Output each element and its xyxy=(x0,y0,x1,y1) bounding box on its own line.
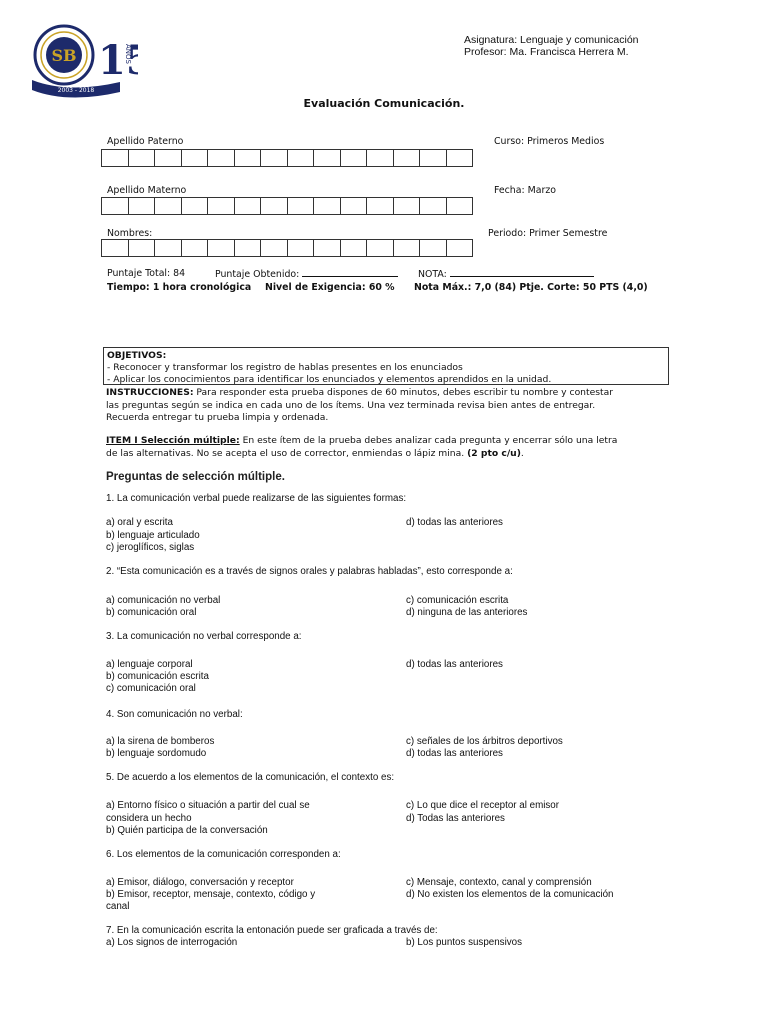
school-crest-icon xyxy=(28,22,138,102)
paternal-surname-boxes[interactable] xyxy=(101,149,472,167)
subject-line: Asignatura: Lenguaje y comunicación xyxy=(464,34,639,46)
obtained-score: Puntaje Obtenido: xyxy=(215,268,398,280)
question-text: 5. De acuerdo a los elementos de la comunicación, el contexto es: xyxy=(106,772,395,783)
objective-item: - Reconocer y transformar los registro de hablas presentes en los enunciados xyxy=(107,362,463,373)
page-title: Evaluación Comunicación. xyxy=(303,97,465,110)
demand-level: Nivel de Exigencia: 60 % xyxy=(265,282,395,293)
names-boxes[interactable] xyxy=(101,239,472,257)
answer-option[interactable]: c) comunicación oral xyxy=(106,683,196,694)
answer-option[interactable]: c) señales de los árbitros deportivos xyxy=(406,736,563,747)
objectives-box xyxy=(103,347,669,385)
maternal-surname-label: Apellido Materno xyxy=(107,185,187,196)
time-info: Tiempo: 1 hora cronológica xyxy=(107,282,252,293)
answer-option[interactable]: d) todas las anteriores xyxy=(406,748,503,759)
answer-option[interactable]: a) comunicación no verbal xyxy=(106,595,221,606)
question-text: 2. “Esta comunicación es a través de signos orales y palabras habladas”, esto corresponde a: xyxy=(106,566,513,577)
names-label: Nombres: xyxy=(107,228,153,239)
logo-years-word: AÑOS xyxy=(124,44,132,64)
answer-option[interactable]: a) la sirena de bomberos xyxy=(106,736,215,747)
answer-option[interactable]: b) Los puntos suspensivos xyxy=(406,937,522,948)
grade: NOTA: xyxy=(418,268,594,280)
answer-option[interactable]: d) No existen los elementos de la comunicación xyxy=(406,889,614,900)
answer-option[interactable]: a) lenguaje corporal xyxy=(106,659,193,670)
answer-option[interactable]: d) ninguna de las anteriores xyxy=(406,607,528,618)
paternal-surname-label: Apellido Paterno xyxy=(107,136,184,147)
question-text: 6. Los elementos de la comunicación corresponden a: xyxy=(106,849,341,860)
question-text: 4. Son comunicación no verbal: xyxy=(106,709,243,720)
obtained-score-blank[interactable] xyxy=(302,268,398,277)
course-label: Curso: Primeros Medios xyxy=(494,136,605,147)
instructions: INSTRUCCIONES: Para responder esta prueba dispones de 60 minutos, debes escribir tu nombre y contestar las preguntas según se indica en cada uno de los ítems. Una vez terminada revisa bien antes de entregar. Recuerda entregar tu prueba limpia y ordenada. xyxy=(106,387,614,424)
question-text: 3. La comunicación no verbal corresponde a: xyxy=(106,631,302,642)
answer-option[interactable]: b) lenguaje articulado xyxy=(106,530,200,541)
answer-option[interactable]: c) comunicación escrita xyxy=(406,595,509,606)
date-label: Fecha: Marzo xyxy=(494,185,556,196)
item-one-heading: ITEM I Selección múltiple: xyxy=(106,435,240,446)
answer-option[interactable]: b) lenguaje sordomudo xyxy=(106,748,207,759)
answer-option[interactable]: b) comunicación escrita xyxy=(106,671,209,682)
section-title: Preguntas de selección múltiple. xyxy=(106,471,285,483)
answer-option[interactable]: b) Quién participa de la conversación xyxy=(106,825,268,836)
total-score: Puntaje Total: 84 xyxy=(107,268,186,279)
answer-option-continuation: canal xyxy=(106,901,130,912)
item-one-instructions: ITEM I Selección múltiple: En este ítem de la prueba debes analizar cada pregunta y encerrar sólo una letra de las alternativas. No se acepta el uso de corrector, enmiendas o lápiz mina. (2 pto c/u). xyxy=(106,435,618,459)
logo-years-range: 2003 - 2018 xyxy=(57,87,95,94)
answer-option[interactable]: d) todas las anteriores xyxy=(406,659,503,670)
period-label: Periodo: Primer Semestre xyxy=(488,228,608,239)
objectives-heading: OBJETIVOS: xyxy=(107,350,167,361)
objective-item: - Aplicar los conocimientos para identificar los enunciados y elementos aprendidos en la unidad. xyxy=(107,374,552,385)
answer-option[interactable]: c) Lo que dice el receptor al emisor xyxy=(406,800,560,811)
answer-option[interactable]: d) todas las anteriores xyxy=(406,517,503,528)
logo-number: 1 xyxy=(98,37,126,84)
question-text: 1. La comunicación verbal puede realizarse de las siguientes formas: xyxy=(106,493,407,504)
answer-option[interactable]: c) jeroglíficos, siglas xyxy=(106,542,195,553)
answer-option[interactable]: a) Los signos de interrogación xyxy=(106,937,238,948)
school-logo xyxy=(28,22,138,102)
answer-option[interactable]: b) comunicación oral xyxy=(106,607,197,618)
answer-option[interactable]: a) oral y escrita xyxy=(106,517,173,528)
points-note: (2 pto c/u) xyxy=(467,447,521,459)
max-grade-info: Nota Máx.: 7,0 (84) Ptje. Corte: 50 PTS (4,0) xyxy=(414,282,648,293)
maternal-surname-boxes[interactable] xyxy=(101,197,472,215)
answer-option[interactable]: a) Emisor, diálogo, conversación y receptor xyxy=(106,877,294,888)
grade-blank[interactable] xyxy=(450,268,594,277)
instructions-heading: INSTRUCCIONES: xyxy=(106,387,194,398)
answer-option-continuation: considera un hecho xyxy=(106,813,192,824)
logo-monogram: SB xyxy=(51,46,77,65)
answer-option[interactable]: c) Mensaje, contexto, canal y comprensión xyxy=(406,877,592,888)
header-info xyxy=(464,34,639,58)
answer-option[interactable]: a) Entorno físico o situación a partir del cual se xyxy=(106,800,310,811)
question-text: 7. En la comunicación escrita la entonación puede ser graficada a través de: xyxy=(106,925,438,936)
answer-option[interactable]: d) Todas las anteriores xyxy=(406,813,505,824)
answer-option[interactable]: b) Emisor, receptor, mensaje, contexto, código y xyxy=(106,889,316,900)
teacher-line: Profesor: Ma. Francisca Herrera M. xyxy=(464,46,629,58)
